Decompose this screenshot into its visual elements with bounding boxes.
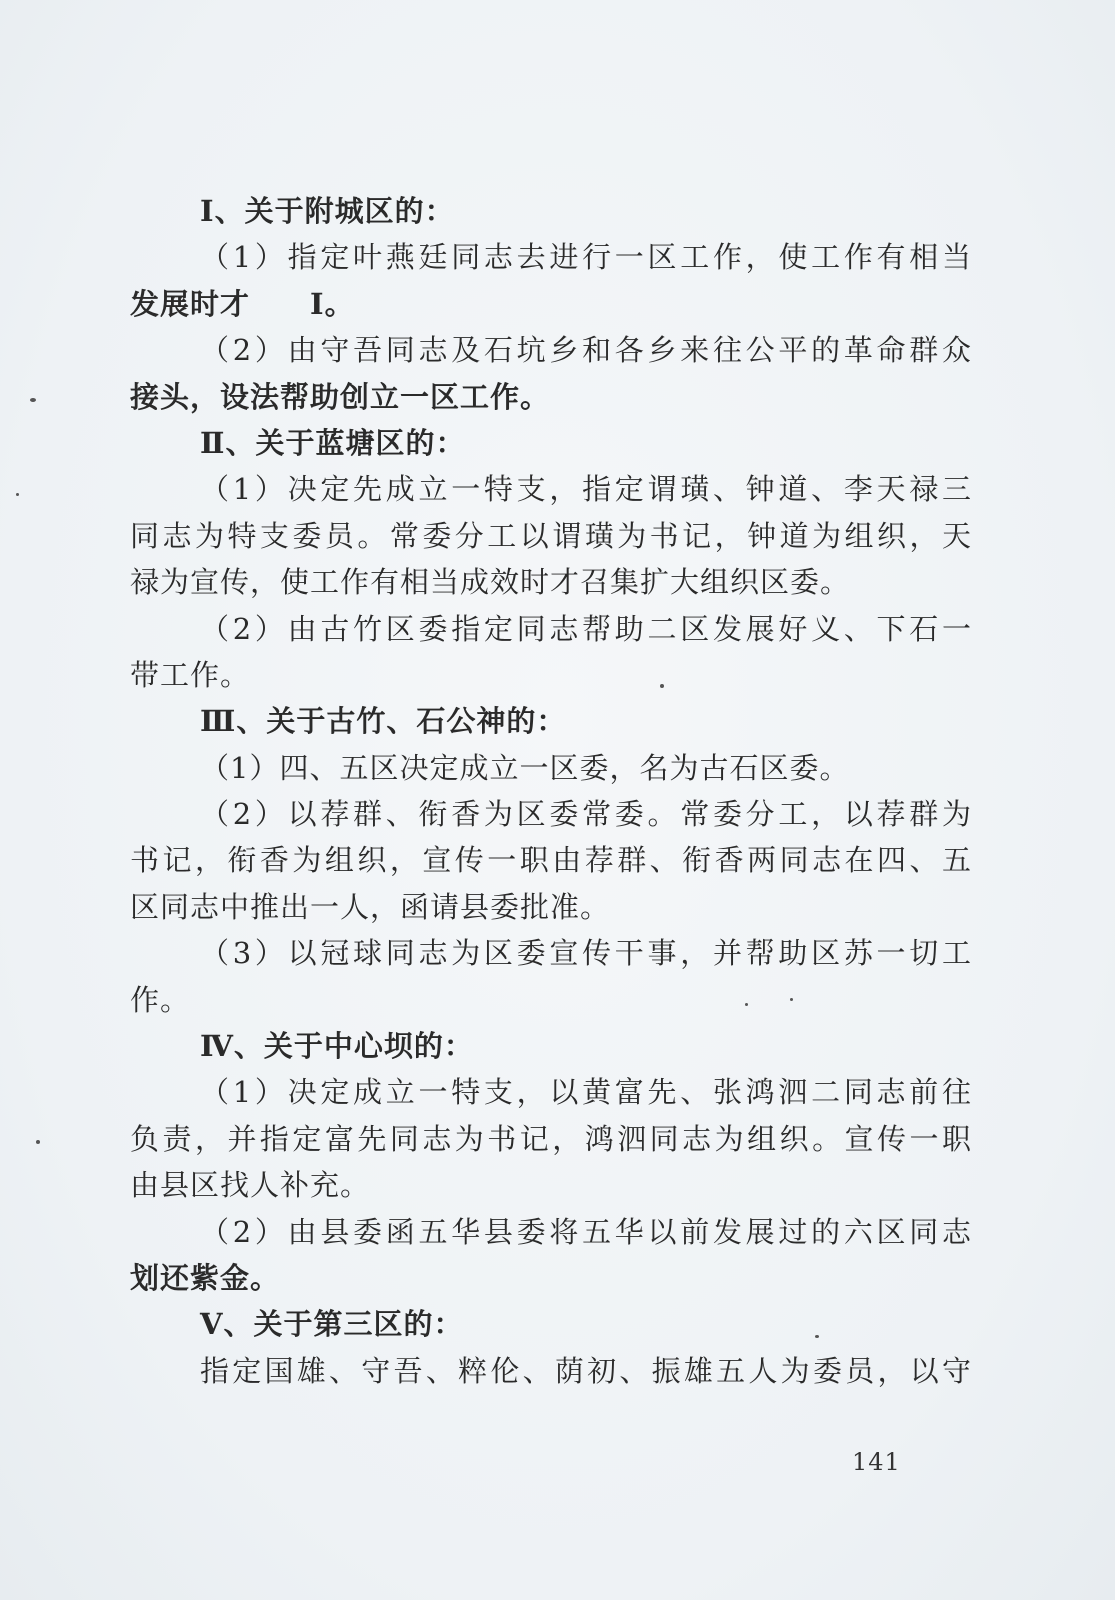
paragraph-line: 区同志中推出一人，函请县委批准。 [130, 889, 611, 924]
scan-speck [16, 493, 19, 496]
paragraph-line: 作。 [130, 982, 191, 1017]
section-heading-1: Ⅰ、关于附城区的： [200, 194, 455, 228]
scan-speck [660, 684, 664, 688]
paragraph-line: 由县区找人补充。 [130, 1168, 371, 1203]
section-heading-4: Ⅳ、关于中心坝的： [200, 1029, 474, 1064]
document-body [130, 188, 972, 1394]
paragraph-line: 接头，设法帮助创立一区工作。 [130, 379, 551, 414]
section-heading-5: Ⅴ、关于第三区的： [200, 1307, 464, 1342]
paragraph-line: （1）决定先成立一特支，指定谓璜、钟道、李天禄三 [200, 472, 972, 507]
paragraph-line: （2）由守吾同志及石坑乡和各乡来往公平的革命群众 [200, 333, 972, 368]
page-number: 141 [852, 1448, 901, 1476]
paragraph-line: （1）指定叶燕廷同志去进行一区工作，使工作有相当 [200, 240, 972, 275]
paragraph-line: 带工作。 [130, 657, 251, 692]
paragraph-line: 同志为特支委员。常委分工以谓璜为书记，钟道为组织，天 [130, 518, 972, 553]
paragraph-line: 发展时才 Ⅰ。 [130, 286, 355, 321]
scan-speck [790, 998, 793, 1001]
section-heading-3: Ⅲ、关于古竹、石公神的： [200, 704, 567, 739]
paragraph-line: （1）决定成立一特支，以黄富先、张鸿泗二同志前往 [200, 1075, 972, 1110]
paragraph-line: （1）四、五区决定成立一区委，名为古石区委。 [200, 750, 850, 785]
scan-speck [30, 398, 36, 402]
scan-speck [36, 1140, 40, 1144]
scan-speck [745, 1003, 748, 1006]
paragraph-line: 划还紫金。 [130, 1260, 281, 1295]
paragraph-line: （3）以冠球同志为区委宣传干事，并帮助区苏一切工 [200, 936, 972, 971]
paragraph-line: （2）由县委函五华县委将五华以前发展过的六区同志 [200, 1214, 972, 1249]
section-heading-2: Ⅱ、关于蓝塘区的： [200, 425, 466, 460]
paragraph-line: 指定国雄、守吾、粹伦、荫初、振雄五人为委员，以守 [200, 1353, 972, 1388]
paragraph-line: 禄为宣传，使工作有相当成效时才召集扩大组织区委。 [130, 565, 851, 600]
scan-speck [815, 1335, 819, 1338]
paragraph-line: （2）以荐群、衔香为区委常委。常委分工，以荐群为 [200, 797, 972, 832]
paragraph-line: （2）由古竹区委指定同志帮助二区发展好义、下石一 [200, 611, 972, 646]
paragraph-line: 书记，衔香为组织，宣传一职由荐群、衔香两同志在四、五 [130, 843, 972, 878]
paragraph-line: 负责，并指定富先同志为书记，鸿泗同志为组织。宣传一职 [130, 1121, 972, 1156]
